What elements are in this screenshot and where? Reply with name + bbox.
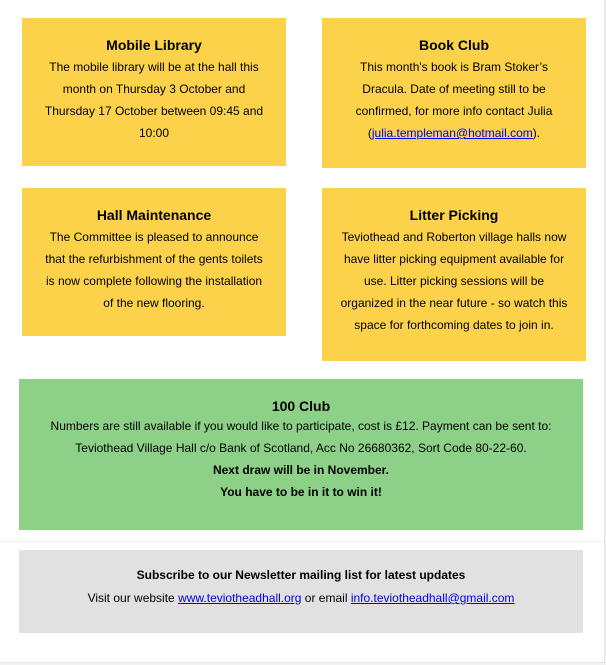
body-line [342, 122, 566, 144]
litter-picking-card [322, 188, 586, 361]
mobile-library-card [22, 18, 286, 166]
hall-maintenance-title: Hall Maintenance [96, 207, 212, 223]
body-line: 10:00 [138, 126, 170, 140]
open-paren: ( [367, 126, 372, 140]
website-link[interactable]: www.teviotheadhall.org [178, 591, 302, 605]
litter-picking-body [336, 226, 572, 336]
book-club-body [342, 56, 566, 144]
close-paren: ). [532, 126, 541, 140]
body-line: The Committee is pleased to announce [49, 230, 259, 244]
body-line: is now complete following the installation [45, 274, 263, 288]
body-line: confirmed, for more info contact Julia [355, 104, 553, 118]
mobile-library-title: Mobile Library [106, 37, 202, 53]
newsletter-subscribe-card [19, 550, 583, 633]
hall-maintenance-body [36, 226, 272, 314]
visit-prefix: Visit our website [87, 591, 179, 605]
mobile-library-body [34, 56, 274, 144]
body-line: Thursday 17 October between 09:45 and [44, 104, 264, 118]
body-line: use. Litter picking sessions will be [363, 274, 545, 288]
julia-email-link[interactable]: julia.templeman@hotmail.com [371, 126, 533, 140]
contact-line [19, 586, 583, 610]
body-line: Dracula. Date of meeting still to be [362, 82, 546, 96]
body-line: Teviothead and Roberton village halls now [341, 230, 567, 244]
hundred-club-title: 100 Club [271, 398, 331, 414]
body-line: The mobile library will be at the hall this [49, 60, 259, 74]
subscribe-title: Subscribe to our Newsletter mailing list for latest updates [136, 568, 466, 582]
body-line: that the refurbishment of the gents toilets [45, 252, 263, 266]
body-line: month on Thursday 3 October and [62, 82, 246, 96]
win-it-line: You have to be in it to win it! [220, 485, 382, 499]
body-line: space for forthcoming dates to join in. [354, 318, 554, 332]
body-line: This month's book is Bram Stoker’s [360, 60, 548, 74]
litter-picking-title: Litter Picking [409, 207, 499, 223]
hundred-club-line: Numbers are still available if you would like to participate, cost is £12. Payment can be sent to: [50, 419, 552, 433]
body-line: of the new flooring. [103, 296, 205, 310]
body-line: have litter picking equipment available for [343, 252, 565, 266]
next-draw-line: Next draw will be in November. [212, 463, 390, 477]
hall-email-link[interactable]: info.teviotheadhall@gmail.com [350, 591, 515, 605]
book-club-title: Book Club [419, 37, 489, 53]
or-email-text: or email [301, 591, 351, 605]
divider [0, 541, 604, 542]
hundred-club-line: Teviothead Village Hall c/o Bank of Scotland, Acc No 26680362, Sort Code 80-22-60. [75, 441, 527, 455]
hundred-club-card [19, 379, 583, 530]
book-club-card [322, 18, 586, 168]
body-line: organized in the near future - so watch this [340, 296, 568, 310]
hall-maintenance-card [22, 188, 286, 336]
